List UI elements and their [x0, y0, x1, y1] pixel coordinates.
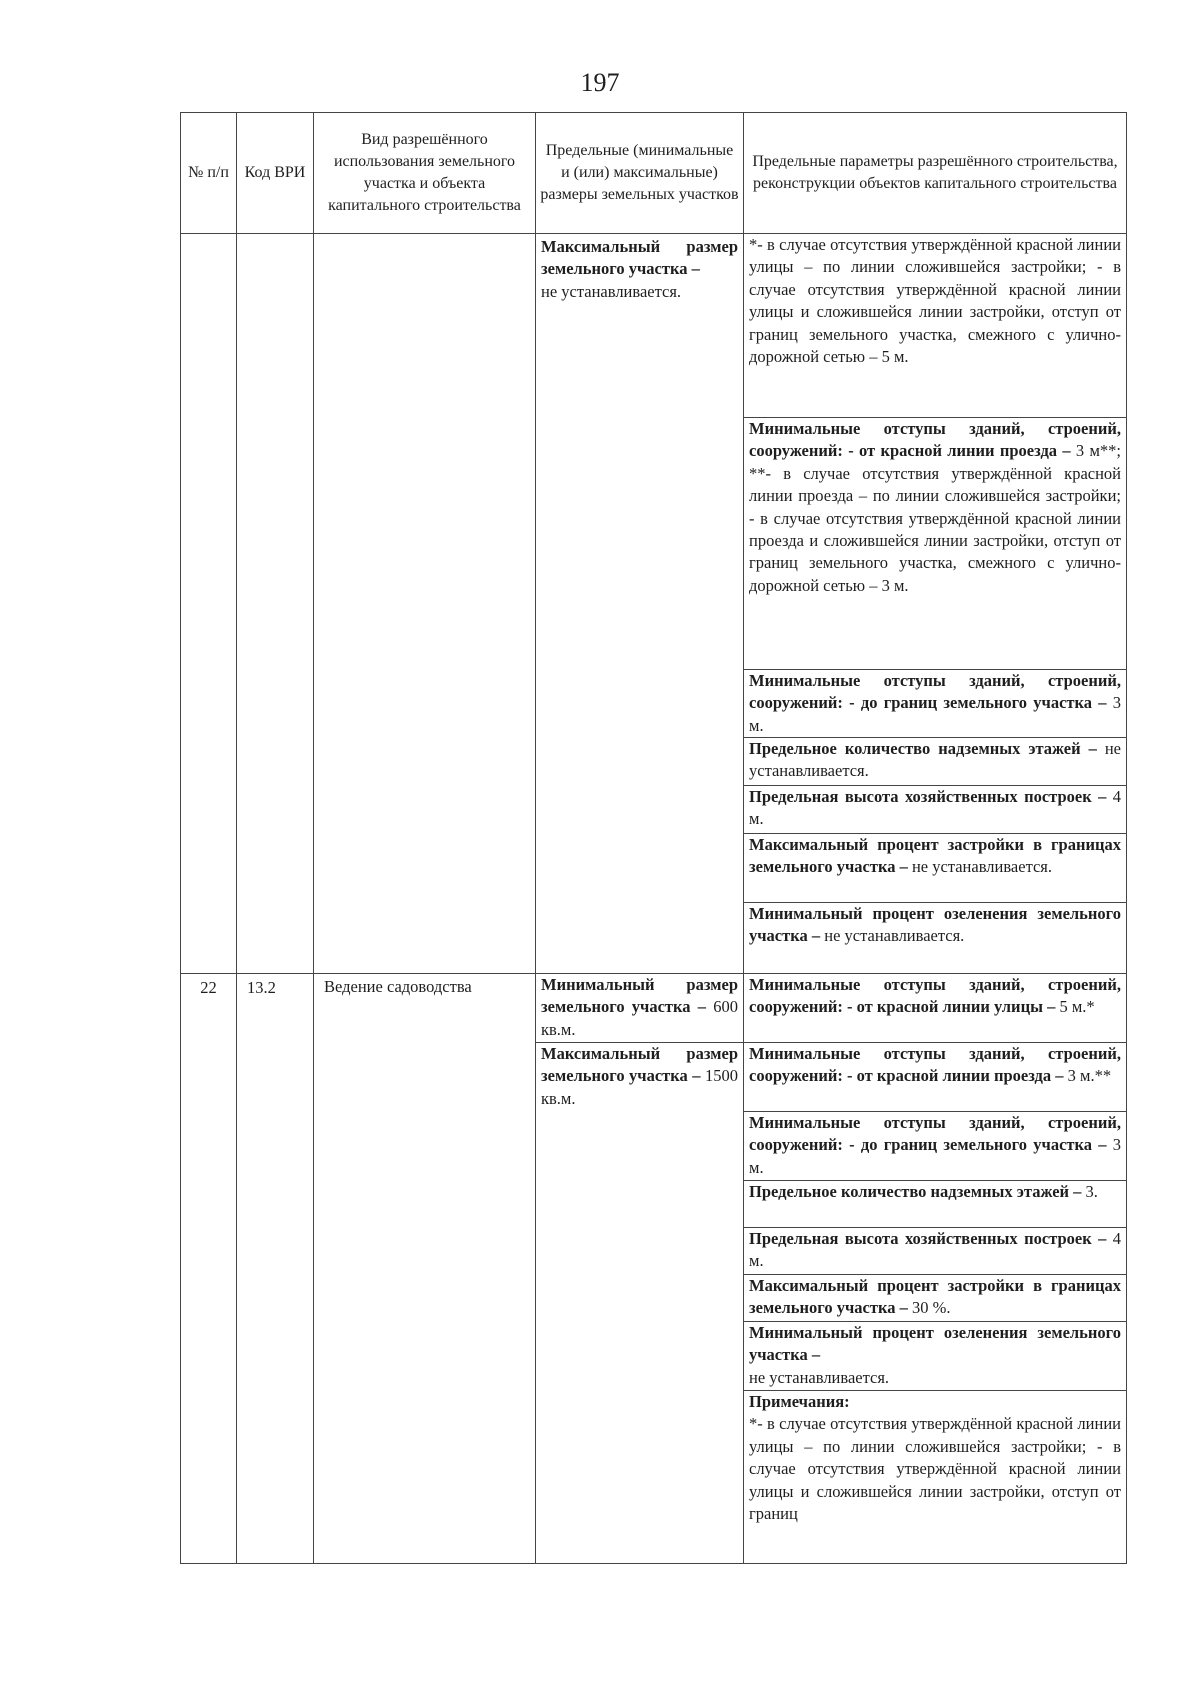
row-22-code: 13.2 — [237, 974, 314, 1564]
size-cell: Максимальный размер земельного участка – не устанавливается. — [541, 237, 738, 301]
param-cell: Предельная высота хозяйственных построек – 4 м. — [744, 785, 1126, 833]
row-cont-sizes — [536, 234, 744, 974]
row-cont-use — [314, 234, 536, 974]
table-header-row — [181, 113, 1127, 234]
row-22-num: 22 — [181, 974, 237, 1564]
param-cell: Максимальный процент застройки в границах земельного участка – не устанавливается. — [744, 833, 1126, 902]
header-use: Вид разрешённого использования земельного участка и объекта капитального строительства — [314, 113, 536, 234]
param-cell: Минимальный процент озеленения земельного участка – не устанавливается. — [744, 1321, 1126, 1390]
row-cont-params — [744, 234, 1127, 974]
param-cell: Максимальный процент застройки в границах земельного участка – 30 %. — [744, 1274, 1126, 1321]
row-cont-num — [181, 234, 237, 974]
param-cell: Минимальные отступы зданий, строений, сооружений: - до границ земельного участка – 3 м. — [744, 1111, 1126, 1180]
table-row — [181, 974, 1127, 1564]
param-cell: *- в случае отсутствия утверждённой красной линии улицы – по линии сложившейся застройки; - в случае отсутствия утверждённой красной линии улицы и сложившейся линии застройки, отступ от границ земельного участка, смежного с улично-дорожной сетью – 5 м. — [749, 235, 1121, 367]
row-22-use: Ведение садоводства — [314, 974, 536, 1564]
param-cell: Примечания: *- в случае отсутствия утверждённой красной линии улицы – по линии сложившейся застройки; - в случае отсутствия утверждённой красной линии улицы и сложившейся линии застройки, отступ от границ — [744, 1390, 1126, 1525]
header-params: Предельные параметры разрешённого строительства, реконструкции объектов капитального строительства — [744, 113, 1127, 234]
page-number: 197 — [580, 68, 620, 97]
size-cell: Максимальный размер земельного участка – 1500 кв.м. — [536, 1042, 743, 1110]
param-cell: Минимальные отступы зданий, строений, сооружений: - до границ земельного участка – 3 м. — [744, 669, 1126, 737]
row-22-params — [744, 974, 1127, 1564]
row-cont-code — [237, 234, 314, 974]
param-cell: Предельное количество надземных этажей – не устанавливается. — [744, 737, 1126, 785]
param-cell: Минимальные отступы зданий, строений, сооружений: - от красной линии улицы – 5 м.* — [749, 975, 1121, 1017]
param-cell: Минимальные отступы зданий, строений, сооружений: - от красной линии проезда – 3 м**; **- в случае отсутствия утверждённой красной линии проезда – по линии сложившейся застройки; - в случае отсутствия утверждённой красной линии проезда и сложившейся линии застройки, отступ от границ земельного участка, смежного с улично-дорожной сетью – 3 м. — [744, 417, 1126, 669]
header-num: № п/п — [181, 113, 237, 234]
header-sizes: Предельные (минимальные и (или) максимальные) размеры земельных участков — [536, 113, 744, 234]
param-cell: Предельное количество надземных этажей – 3. — [744, 1180, 1126, 1227]
land-use-parameters-table — [180, 112, 1127, 1564]
table-row — [181, 234, 1127, 974]
size-cell: Минимальный размер земельного участка – 600 кв.м. — [541, 975, 738, 1039]
param-cell: Минимальный процент озеленения земельного участка – не устанавливается. — [744, 902, 1126, 971]
row-22-sizes — [536, 974, 744, 1564]
param-cell: Минимальные отступы зданий, строений, сооружений: - от красной линии проезда – 3 м.** — [744, 1042, 1126, 1111]
header-code: Код ВРИ — [237, 113, 314, 234]
param-cell: Предельная высота хозяйственных построек – 4 м. — [744, 1227, 1126, 1274]
